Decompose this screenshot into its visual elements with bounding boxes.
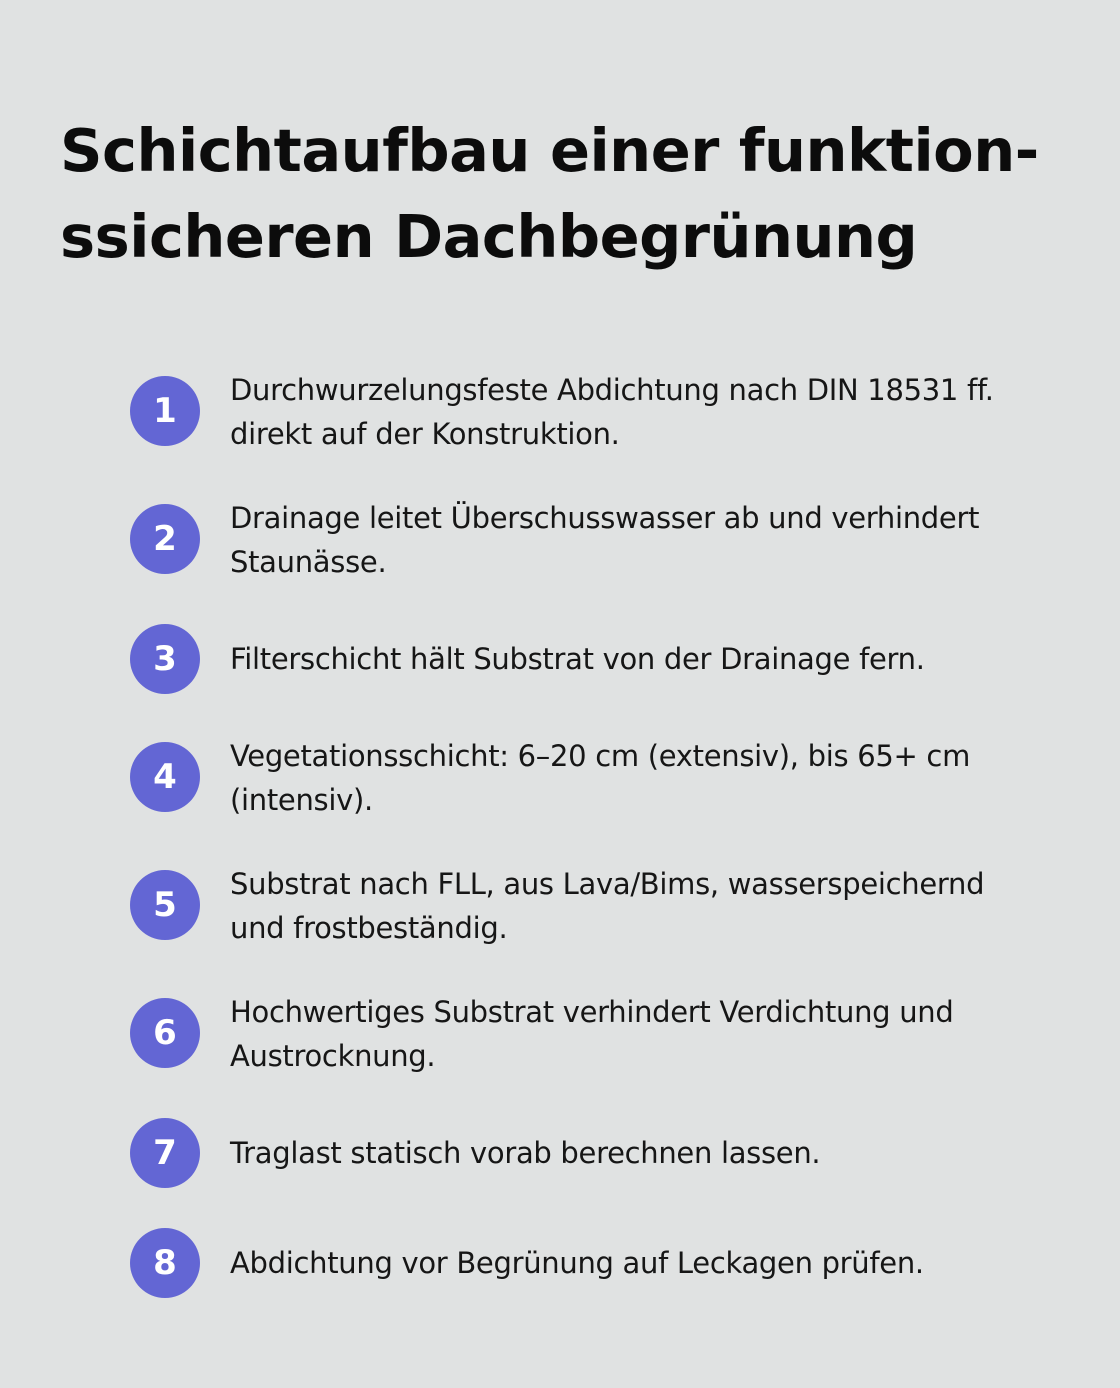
step-number-badge: 3 (130, 624, 200, 694)
step-number-badge: 6 (130, 998, 200, 1068)
step-text (230, 368, 1090, 456)
step-text-line: Staunässe. (230, 545, 387, 579)
step-number-badge: 4 (130, 742, 200, 812)
step-text-line: Abdichtung vor Begrünung auf Leckagen prüfen. (230, 1246, 924, 1280)
step-number-badge: 1 (130, 376, 200, 446)
step-text-line: und frostbeständig. (230, 911, 508, 945)
step-text (230, 1241, 1090, 1285)
step-text-line: Hochwertiges Substrat verhindert Verdichtung und (230, 995, 954, 1029)
step-text-line: Filterschicht hält Substrat von der Drainage fern. (230, 642, 925, 676)
step-number-badge: 7 (130, 1118, 200, 1188)
step-text-line: direkt auf der Konstruktion. (230, 417, 620, 451)
step-text-line: Traglast statisch vorab berechnen lassen. (230, 1136, 821, 1170)
step-text (230, 496, 1090, 584)
step-text-line: Durchwurzelungsfeste Abdichtung nach DIN 18531 ff. (230, 373, 994, 407)
step-text-line: Substrat nach FLL, aus Lava/Bims, wasserspeichernd (230, 867, 985, 901)
step-text (230, 637, 1090, 681)
title-line-1: Schichtaufbau einer funktion- (60, 116, 1039, 185)
step-text-line: Austrocknung. (230, 1039, 436, 1073)
step-text (230, 990, 1090, 1078)
step-text (230, 862, 1090, 950)
step-text (230, 734, 1090, 822)
step-text-line: Drainage leitet Überschusswasser ab und verhindert (230, 501, 980, 535)
step-number-badge: 5 (130, 870, 200, 940)
step-text-line: (intensiv). (230, 783, 373, 817)
step-number-badge: 2 (130, 504, 200, 574)
step-number-badge: 8 (130, 1228, 200, 1298)
step-text (230, 1131, 1090, 1175)
step-text-line: Vegetationsschicht: 6–20 cm (extensiv), bis 65+ cm (230, 739, 971, 773)
title-line-2: ssicheren Dachbegrünung (60, 202, 918, 271)
page-title (60, 108, 1070, 280)
